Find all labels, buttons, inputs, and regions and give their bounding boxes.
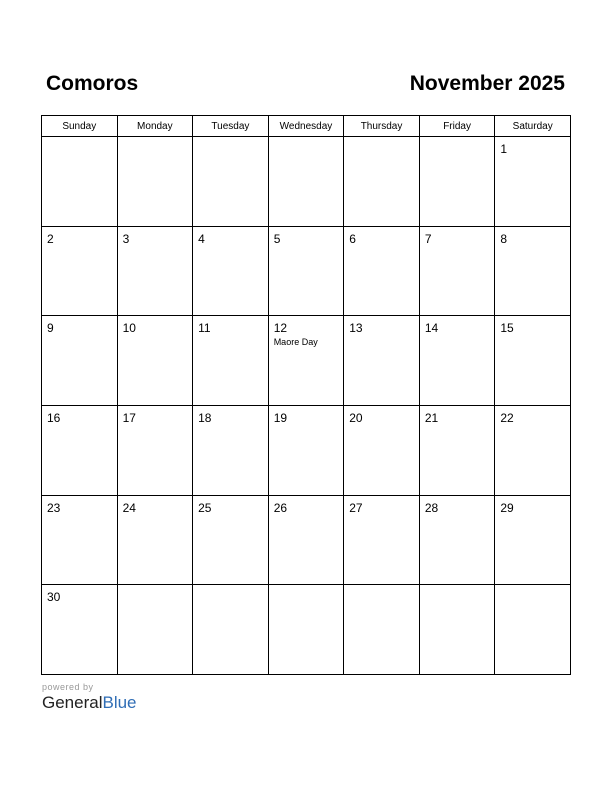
day-cell <box>117 585 193 675</box>
day-number: 6 <box>349 231 356 246</box>
day-cell <box>193 585 269 675</box>
day-cell <box>42 316 118 406</box>
day-cell <box>344 495 420 585</box>
day-cell <box>419 585 495 675</box>
day-number: 19 <box>273 411 288 426</box>
weekday-header: Tuesday <box>193 116 269 137</box>
footer <box>42 682 137 713</box>
day-number <box>420 585 495 591</box>
week-row <box>42 406 571 496</box>
day-cell <box>117 137 193 227</box>
day-cell <box>268 137 344 227</box>
day-cell <box>117 406 193 496</box>
day-number: 24 <box>122 500 136 515</box>
day-cell <box>268 495 344 585</box>
day-number <box>269 585 344 591</box>
weekday-header-row <box>42 116 571 137</box>
day-cell <box>344 406 420 496</box>
day-number: 15 <box>500 321 514 336</box>
day-number: 14 <box>424 321 439 336</box>
day-cell <box>344 585 420 675</box>
weekday-header: Thursday <box>344 116 420 137</box>
day-cell <box>419 316 495 406</box>
day-number <box>193 137 268 143</box>
weekday-header: Saturday <box>495 116 571 137</box>
week-row <box>42 495 571 585</box>
day-number <box>495 585 570 591</box>
day-number: 23 <box>47 500 61 515</box>
day-number: 21 <box>424 411 439 426</box>
day-cell <box>42 137 118 227</box>
month-title: November 2025 <box>409 72 565 95</box>
day-cell <box>193 137 269 227</box>
day-number <box>193 585 268 591</box>
day-number: 5 <box>273 231 281 246</box>
day-cell <box>495 137 571 227</box>
weekday-header: Friday <box>419 116 495 137</box>
day-number: 13 <box>349 321 363 336</box>
day-cell <box>495 406 571 496</box>
day-number: 17 <box>122 411 136 426</box>
day-number <box>118 137 193 143</box>
day-cell <box>193 226 269 316</box>
day-number: 9 <box>47 321 54 336</box>
day-number: 8 <box>500 231 508 246</box>
day-number <box>269 137 344 143</box>
weekday-header: Sunday <box>42 116 118 137</box>
calendar-grid <box>41 115 571 675</box>
day-number: 28 <box>424 500 439 515</box>
day-cell <box>117 495 193 585</box>
day-cell <box>495 226 571 316</box>
day-cell <box>42 226 118 316</box>
day-number: 26 <box>273 500 288 515</box>
day-cell <box>193 495 269 585</box>
weekday-header: Wednesday <box>268 116 344 137</box>
day-cell <box>344 226 420 316</box>
day-number: 30 <box>47 590 61 605</box>
day-cell <box>117 316 193 406</box>
day-number <box>344 585 419 591</box>
day-cell <box>419 226 495 316</box>
day-number: 12 <box>273 321 288 336</box>
day-number: 10 <box>122 321 136 336</box>
day-cell <box>344 316 420 406</box>
day-cell <box>495 495 571 585</box>
day-number: 20 <box>349 411 363 426</box>
day-number <box>118 585 193 591</box>
day-number: 4 <box>198 231 205 246</box>
week-row <box>42 316 571 406</box>
day-number: 11 <box>198 321 211 336</box>
day-number <box>344 137 419 143</box>
day-cell <box>42 406 118 496</box>
day-number: 25 <box>198 500 212 515</box>
powered-by-text: powered by <box>42 682 94 692</box>
day-cell <box>344 137 420 227</box>
day-number: 2 <box>47 231 54 246</box>
day-cell <box>117 226 193 316</box>
week-row <box>42 585 571 675</box>
day-cell <box>193 316 269 406</box>
day-cell <box>42 495 118 585</box>
day-number: 29 <box>500 500 514 515</box>
country-title: Comoros <box>46 72 139 95</box>
day-number: 3 <box>122 231 130 246</box>
day-cell <box>268 585 344 675</box>
brand-blue: Blue <box>102 693 137 712</box>
day-number: 18 <box>198 411 212 426</box>
day-cell <box>495 316 571 406</box>
day-number: 27 <box>349 500 363 515</box>
day-cell <box>419 495 495 585</box>
brand-general: General <box>42 693 103 712</box>
day-cell <box>42 585 118 675</box>
holiday-label: Maore Day <box>273 337 318 348</box>
day-number <box>420 137 495 143</box>
day-cell <box>495 585 571 675</box>
week-row <box>42 226 571 316</box>
day-cell <box>419 406 495 496</box>
week-row <box>42 137 571 227</box>
day-cell <box>268 226 344 316</box>
brand-logo[interactable] <box>42 693 137 713</box>
day-number: 7 <box>424 231 432 246</box>
day-number: 22 <box>500 411 514 426</box>
day-number: 1 <box>500 142 508 156</box>
day-number <box>42 137 117 143</box>
day-number: 16 <box>47 411 61 426</box>
day-cell <box>268 406 344 496</box>
day-cell <box>193 406 269 496</box>
weekday-header: Monday <box>117 116 193 137</box>
day-cell <box>419 137 495 227</box>
day-cell <box>268 316 344 406</box>
